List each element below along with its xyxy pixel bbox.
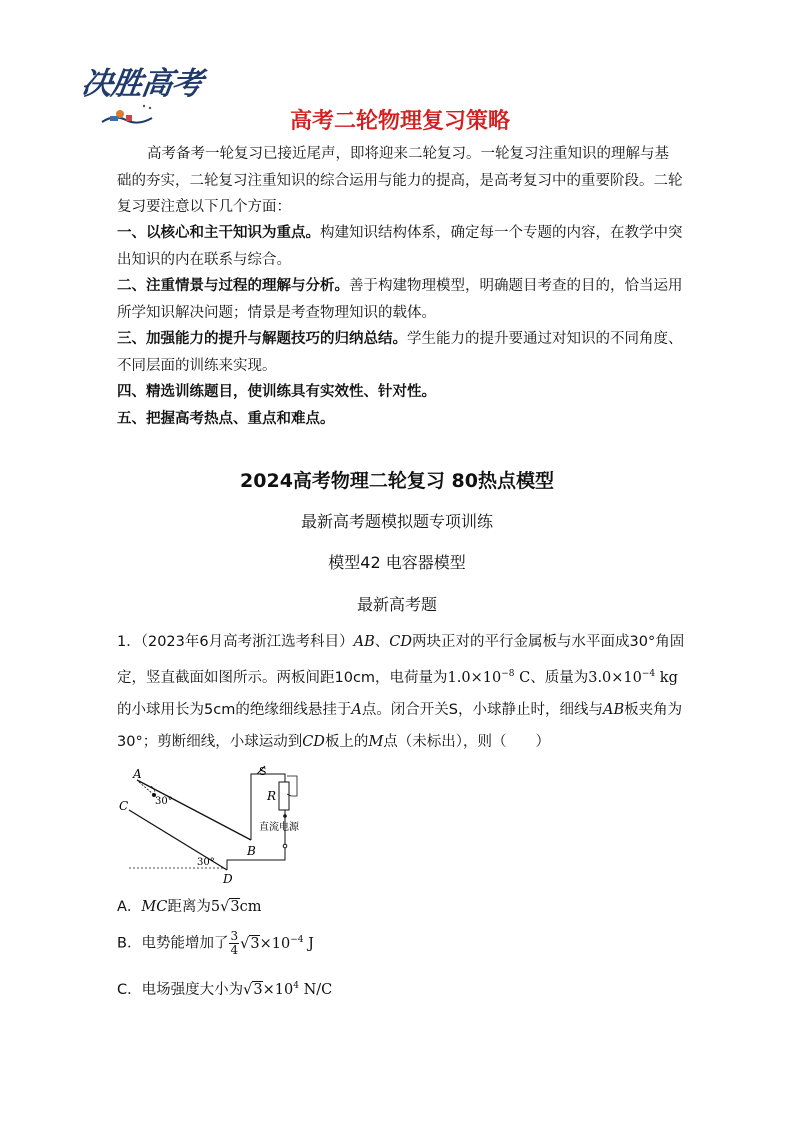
question-stem: 1．（2023年6月高考浙江选考科目）AB、CD两块正对的平行金属板与水平面成30°角固定，竖直截面如图所示。两板间距10cm，电荷量为$1.0\times 10^{-8}$ C、质量为$3.0\times 10^{-4}$ kg的小球用长为5cm的绝缘细线悬挂于A点。闭合开关S，小球静止时，细线与AB板夹角为30°；剪断细线，小球运动到CD板上的M点（未标出），则（ ）: [117, 634, 685, 750]
power-source-label: 直流电源: [259, 822, 299, 833]
strategy-point: 一、以核心和主干知识为重点。构建知识结构体系，确定每一个专题的内容，在教学中突出知识的内在联系与综合。: [117, 225, 683, 268]
category-title: 最新高考题: [356, 595, 437, 614]
label-S: S: [259, 765, 267, 778]
strategy-intro: 高考备考一轮复习已接近尾声，即将迎来二轮复习。一轮复习注重知识的理解与基础的夯实，二轮复习注重知识的综合运用与能力的提高，是高考复习中的重要阶段。二轮复习要注意以下几个方面：: [117, 146, 683, 215]
strategy-point: 二、注重情景与过程的理解与分析。善于构建物理模型，明确题目考查的目的，恰当运用所学知识解决问题；情景是考查物理知识的载体。: [117, 278, 683, 321]
angle-label: 30°: [197, 857, 215, 868]
label-C: C: [119, 799, 129, 813]
strategy-points: [117, 220, 683, 432]
angle-label: 30°: [155, 796, 173, 807]
option-c[interactable]: C．电场强度大小为$√3\times 10^4$ N/C: [117, 981, 333, 998]
strategy-point: 五、把握高考热点、重点和难点。: [117, 410, 335, 427]
section-title: 2024高考物理二轮复习 80热点模型: [240, 470, 554, 492]
strategy-point: 四、精选训练题目，使训练具有实效性、针对性。: [117, 384, 436, 400]
strategy-point: 三、加强能力的提升与解题技巧的归纳总结。学生能力的提升要通过对知识的不同角度、不同层面的训练来实现。: [117, 331, 683, 374]
label-A: A: [133, 767, 142, 781]
option-b[interactable]: B．电势能增加了 $\frac{3}{4}$ $√3\times 10^{-4}$ J: [117, 929, 314, 957]
label-R: R: [267, 789, 277, 803]
label-D: D: [223, 872, 233, 885]
section-subtitle: 最新高考题模拟题专项训练: [300, 512, 493, 531]
strategy-title: 高考二轮物理复习策略: [289, 109, 510, 134]
capacitor-diagram: [115, 760, 315, 885]
model-title: 模型42 电容器模型: [328, 553, 466, 572]
option-a[interactable]: A．MC距离为5√3cm: [117, 899, 262, 915]
label-B: B: [247, 844, 256, 858]
logo-text: 决胜高考: [78, 66, 205, 102]
